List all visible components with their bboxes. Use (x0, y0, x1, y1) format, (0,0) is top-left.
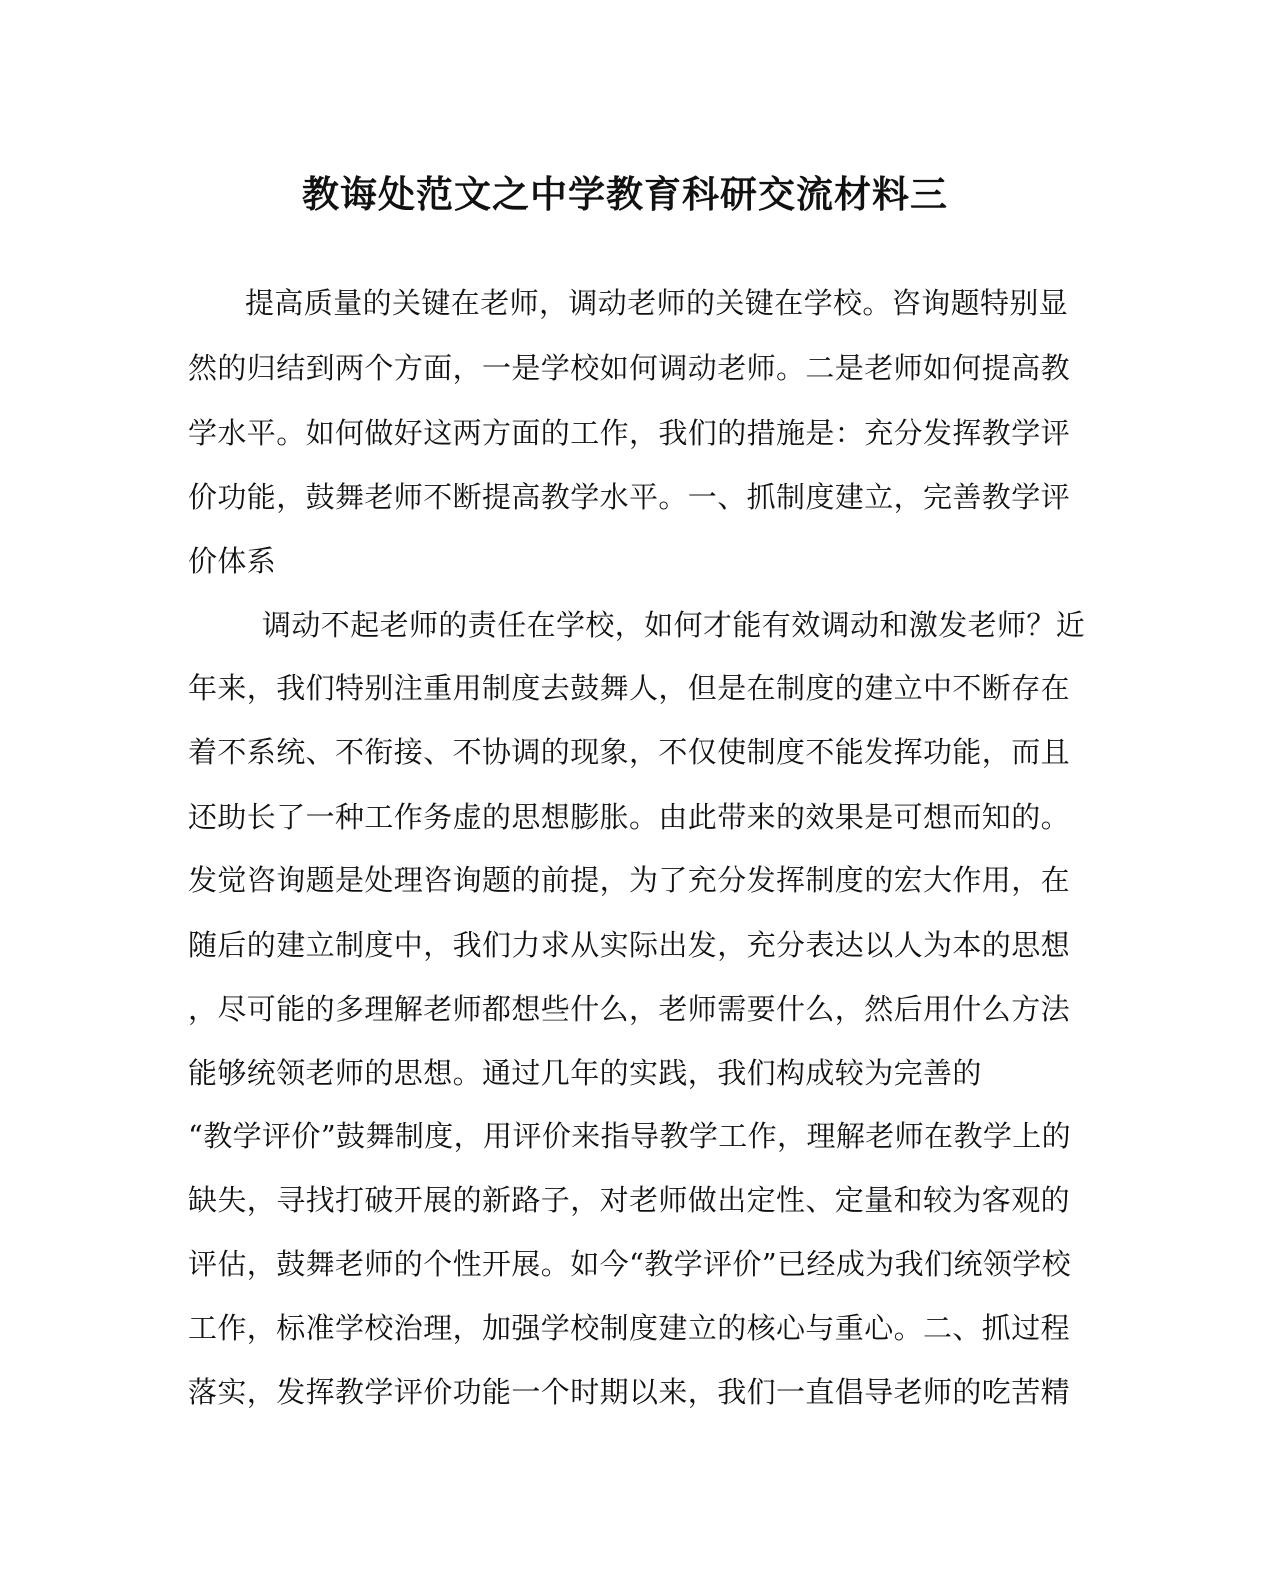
body-line: 缺失，寻找打破开展的新路子，对老师做出定性、定量和较为客观的 (188, 1183, 1071, 1217)
body-line: 调动不起老师的责任在学校，如何才能有效调动和激发老师？近 (262, 608, 1086, 642)
body-line: 评估，鼓舞老师的个性开展。如今“教学评价”已经成为我们统领学校 (188, 1247, 1072, 1281)
body-line: 学水平。如何做好这两方面的工作，我们的措施是：充分发挥教学评 (188, 416, 1071, 450)
body-line: 落实，发挥教学评价功能一个时期以来，我们一直倡导老师的吃苦精 (188, 1375, 1071, 1409)
body-line: 提高质量的关键在老师，调动老师的关键在学校。咨询题特别显 (245, 286, 1069, 320)
body-line: 还助长了一种工作务虚的思想膨胀。由此带来的效果是可想而知的。 (188, 800, 1071, 834)
body-line: 年来，我们特别注重用制度去鼓舞人，但是在制度的建立中不断存在 (188, 671, 1071, 705)
body-line: 随后的建立制度中，我们力求从实际出发，充分表达以人为本的思想 (188, 928, 1071, 962)
body-line: 价体系 (188, 544, 277, 578)
body-line: “教学评价”鼓舞制度，用评价来指导教学工作，理解老师在教学上的 (188, 1119, 1072, 1153)
body-line: 发觉咨询题是处理咨询题的前提，为了充分发挥制度的宏大作用，在 (188, 863, 1071, 897)
body-line: 着不系统、不衔接、不协调的现象，不仅使制度不能发挥功能，而且 (188, 735, 1071, 769)
document-title: 教诲处范文之中学教育科研交流材料三 (302, 172, 948, 216)
body-line: 工作，标准学校治理，加强学校制度建立的核心与重心。二、抓过程 (188, 1311, 1071, 1345)
body-line: 能够统领老师的思想。通过几年的实践，我们构成较为完善的 (188, 1056, 982, 1090)
body-line: ，尽可能的多理解老师都想些什么，老师需要什么，然后用什么方法 (188, 992, 1071, 1026)
body-line: 然的归结到两个方面，一是学校如何调动老师。二是老师如何提高教 (188, 351, 1071, 385)
body-line: 价功能，鼓舞老师不断提高教学水平。一、抓制度建立，完善教学评 (188, 480, 1071, 514)
